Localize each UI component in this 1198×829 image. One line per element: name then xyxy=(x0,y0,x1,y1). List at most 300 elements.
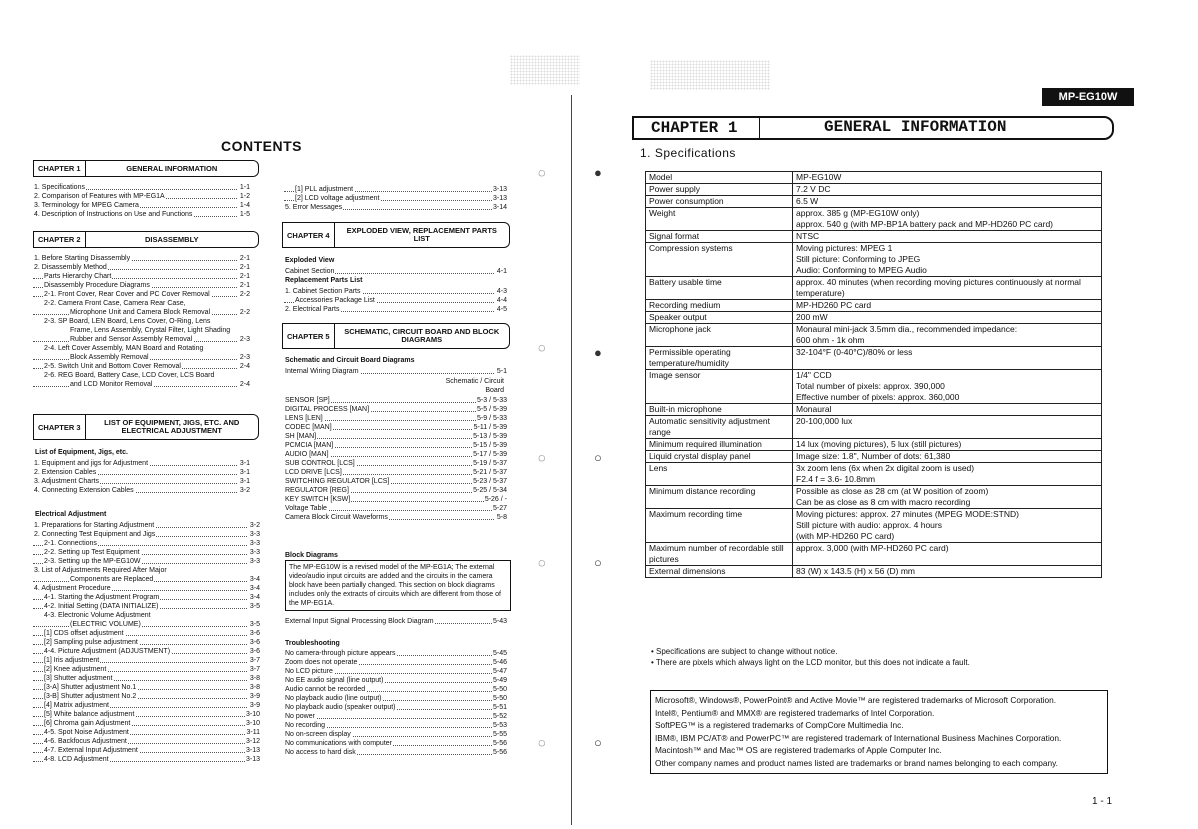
spec-value-line: NTSC xyxy=(796,231,820,241)
toc-entry-page: 3-9 xyxy=(249,702,260,709)
toc-entry-page: 1-1 xyxy=(239,184,250,191)
page-number: 1 - 1 xyxy=(1092,796,1113,807)
section-title: 1. Specifications xyxy=(640,146,736,160)
trademark-line: Other company names and product names listed are trademarks or brand names belonging to each company. xyxy=(655,757,1058,768)
toc-entry-page: 5-43 xyxy=(492,618,507,625)
toc-entry xyxy=(284,405,508,414)
spec-label: Automatic sensitivity adjustment range xyxy=(646,416,793,439)
toc-entry xyxy=(33,380,251,389)
toc-entry xyxy=(33,611,261,620)
toc-entry-page: 3-13 xyxy=(492,195,507,202)
toc-entry-label: 4-3. Electronic Volume Adjustment xyxy=(44,612,151,619)
spec-row xyxy=(646,439,1102,451)
toc-entry-label: No camera-through picture appears xyxy=(285,650,396,657)
toc-entry-label: 2. Connecting Test Equipment and Jigs xyxy=(34,531,156,538)
toc-entry-page: 3-4 xyxy=(249,576,260,583)
spec-row xyxy=(646,404,1102,416)
toc-list-ch5-schematic xyxy=(284,396,508,522)
toc-entry xyxy=(33,254,251,263)
chapter-1-header xyxy=(33,160,259,177)
toc-entry xyxy=(284,617,508,626)
chapter-title: GENERAL INFORMATION xyxy=(824,118,1007,136)
spec-value xyxy=(793,404,1102,416)
trademark-line: Microsoft®, Windows®, PowerPoint® and Active Movie™ are registered trademarks of Microsoft Corporation. xyxy=(655,695,1057,705)
spec-value-line: Monaural mini-jack 3.5mm dia., recommended impedance: xyxy=(796,324,1018,334)
toc-entry-page: 3-1 xyxy=(239,460,250,467)
spec-label: Maximum number of recordable still pictures xyxy=(646,543,793,566)
toc-entry-page: 5-1 xyxy=(496,368,507,375)
spec-value xyxy=(793,347,1102,370)
toc-entry xyxy=(33,728,261,737)
toc-entry xyxy=(33,638,261,647)
toc-entry xyxy=(284,730,508,739)
toc-entry-page: 3-1 xyxy=(239,469,250,476)
toc-entry-label: Cabinet Section xyxy=(285,268,335,275)
binder-hole-icon: ● xyxy=(594,165,602,180)
spec-row xyxy=(646,208,1102,231)
toc-list-ch2 xyxy=(33,254,251,389)
spec-row xyxy=(646,184,1102,196)
toc-entry-label: Internal Wiring Diagram xyxy=(285,368,359,375)
spec-value-line: 7.2 V DC xyxy=(796,184,831,194)
toc-entry-label: 1. Preparations for Starting Adjustment xyxy=(34,522,155,529)
toc-entry-page: 3-6 xyxy=(249,639,260,646)
section-heading: Schematic and Circuit Board Diagrams xyxy=(285,357,415,364)
toc-entry-label: 1. Cabinet Section Parts xyxy=(285,288,361,295)
toc-entry xyxy=(33,701,261,710)
toc-entry-page: 3-3 xyxy=(249,558,260,565)
toc-entry-label: [2] Sampling pulse adjustment xyxy=(44,639,138,646)
spec-label: Microphone jack xyxy=(646,324,793,347)
spec-value xyxy=(793,486,1102,509)
binder-hole-icon: ◌ xyxy=(538,165,546,180)
spec-value-line: approx. 40 minutes (when recording moving pictures continuously at normal temperature) xyxy=(796,277,1081,298)
spec-value xyxy=(793,172,1102,184)
toc-entry-page: 3-12 xyxy=(245,738,260,745)
spec-row xyxy=(646,486,1102,509)
spec-value xyxy=(793,208,1102,231)
toc-entry-page: 5-21 / 5-37 xyxy=(473,469,507,476)
toc-list-ch4-exploded xyxy=(284,267,508,276)
spec-value xyxy=(793,231,1102,243)
toc-entry-page: 2-3 xyxy=(239,354,250,361)
toc-list-ch3-adjustment xyxy=(33,521,261,764)
toc-entry-page: 2-3 xyxy=(239,336,250,343)
toc-entry-page: 3-1 xyxy=(239,478,250,485)
spec-row xyxy=(646,196,1102,208)
column-header: Board xyxy=(485,387,504,394)
toc-entry-label: Voltage Table xyxy=(285,505,327,512)
toc-entry-label: PCMCIA [MAN] xyxy=(285,442,334,449)
toc-entry xyxy=(284,367,508,376)
toc-entry-label: 4-7. External Input Adjustment xyxy=(44,747,138,754)
toc-entry-page: 5-3 / 5-33 xyxy=(477,397,507,404)
toc-entry-label: 4. Description of Instructions on Use and Functions xyxy=(34,211,193,218)
toc-entry-page: 3-2 xyxy=(249,522,260,529)
toc-entry-page: 5-5 / 5-39 xyxy=(477,406,507,413)
spec-row xyxy=(646,277,1102,300)
toc-entry xyxy=(33,344,251,353)
toc-entry-page: 5-11 / 5-39 xyxy=(473,424,507,431)
toc-entry-page: 2-2 xyxy=(239,291,250,298)
spec-row xyxy=(646,416,1102,439)
toc-entry-page: 5-56 xyxy=(492,740,507,747)
toc-entry xyxy=(33,683,261,692)
toc-entry-label: 2. Extension Cables xyxy=(34,469,97,476)
toc-entry-page: 3-3 xyxy=(249,540,260,547)
toc-entry-label: Disassembly Procedure Diagrams xyxy=(44,282,150,289)
toc-entry xyxy=(33,290,251,299)
spec-label: Liquid crystal display panel xyxy=(646,451,793,463)
toc-entry-page: 3-13 xyxy=(245,747,260,754)
toc-entry-page: 3-4 xyxy=(249,594,260,601)
spec-value-line: Still picture with audio: approx. 4 hours xyxy=(796,520,942,530)
toc-entry-label: Frame, Lens Assembly, Crystal Filter, Light Shading xyxy=(70,327,231,334)
toc-entry-page: 4-3 xyxy=(496,288,507,295)
toc-entry-page: 1-2 xyxy=(239,193,250,200)
toc-entry xyxy=(33,674,261,683)
binder-hole-icon: ○ xyxy=(594,555,602,570)
spec-value-line: 14 lux (moving pictures), 5 lux (still pictures) xyxy=(796,439,962,449)
toc-entry-label: 1. Equipment and jigs for Adjustment xyxy=(34,460,149,467)
toc-entry xyxy=(33,210,251,219)
spec-value xyxy=(793,543,1102,566)
toc-entry-page: 4-1 xyxy=(496,268,507,275)
toc-entry-label: 3. Terminology for MPEG Camera xyxy=(34,202,139,209)
chapter-2-header xyxy=(33,231,259,248)
toc-entry xyxy=(284,441,508,450)
spec-value-line: Total number of pixels: approx. 390,000 xyxy=(796,381,945,391)
toc-entry xyxy=(284,267,508,276)
toc-entry xyxy=(33,263,251,272)
toc-list-ch3-equipment xyxy=(33,459,251,495)
toc-entry-label: Components are Replaced xyxy=(70,576,154,583)
toc-entry-label: No recording xyxy=(285,722,326,729)
trademark-line: Intel®, Pentium® and MMX® are registered trademarks of Intel Corporation. xyxy=(655,707,935,718)
model-badge: MP-EG10W xyxy=(1042,88,1134,106)
toc-entry-page: 5-49 xyxy=(492,677,507,684)
spec-value xyxy=(793,463,1102,486)
toc-entry-page: 3-5 xyxy=(249,621,260,628)
toc-entry xyxy=(284,450,508,459)
toc-entry-page: 3-11 xyxy=(246,729,260,736)
spec-value xyxy=(793,300,1102,312)
toc-entry xyxy=(33,539,261,548)
toc-entry xyxy=(33,486,251,495)
spec-value-line: Possible as close as 28 cm (at W position of zoom) xyxy=(796,486,989,496)
toc-entry-label: Parts Hierarchy Chart xyxy=(44,273,112,280)
spec-value-line: (with MP-HD260 PC card) xyxy=(796,531,895,541)
toc-entry-label: External Input Signal Processing Block Diagram xyxy=(285,618,434,625)
toc-entry xyxy=(284,414,508,423)
toc-entry-label: (ELECTRIC VOLUME) xyxy=(70,621,141,628)
spec-value-line: approx. 385 g (MP-EG10W only) xyxy=(796,208,920,218)
toc-entry-page: 3-13 xyxy=(245,756,260,763)
spec-label: Speaker output xyxy=(646,312,793,324)
spec-label: Signal format xyxy=(646,231,793,243)
toc-entry-label: Camera Block Circuit Waveforms xyxy=(285,514,388,521)
toc-entry-label: [4] Matrix adjustment xyxy=(44,702,109,709)
spec-value-line: 600 ohm - 1k ohm xyxy=(796,335,865,345)
chapter-title: LIST OF EQUIPMENT, JIGS, ETC. AND ELECTRICAL ADJUSTMENT xyxy=(104,418,240,435)
spec-value-line: 32-104°F (0-40°C)/80% or less xyxy=(796,347,913,357)
toc-entry-label: SUB CONTROL [LCS] xyxy=(285,460,355,467)
spec-row xyxy=(646,172,1102,184)
trademark-line: SoftPEG™ is a registered trademarks of CompCore Multimedia Inc. xyxy=(655,720,904,730)
toc-entry-page: 2-1 xyxy=(239,255,250,262)
toc-entry-label: 4-8. LCD Adjustment xyxy=(44,756,109,763)
toc-entry-page: 5-50 xyxy=(492,695,507,702)
trademark-line: IBM®, IBM PC/AT® and PowerPC™ are registered trademark of International Business Machines Corporation. xyxy=(655,732,1062,743)
block-diagram-note: The MP-EG10W is a revised model of the MP-EG1A; The external video/audio input circuits are added and the circuits in the camera block have been partially changed. This section on block diagrams includes only the extracts of circuits which are different from those of the MP-EG1A. xyxy=(285,560,511,611)
spec-value-line: 200 mW xyxy=(796,312,828,322)
toc-entry-page: 5-19 / 5-37 xyxy=(473,460,507,467)
spec-value-line: 3x zoom lens (6x when 2x digital zoom is used) xyxy=(796,463,975,473)
toc-entry xyxy=(33,602,261,611)
spec-label: Built-in microphone xyxy=(646,404,793,416)
toc-entry xyxy=(33,308,251,317)
trademark-box xyxy=(650,690,1108,774)
spec-value xyxy=(793,439,1102,451)
spec-label: Recording medium xyxy=(646,300,793,312)
spec-label: Maximum recording time xyxy=(646,509,793,543)
toc-entry xyxy=(284,305,508,314)
toc-entry xyxy=(33,272,251,281)
toc-entry-page: 1-4 xyxy=(239,202,250,209)
spec-value-line: 20-100,000 lux xyxy=(796,416,853,426)
toc-entry-label: 2. Electrical Parts xyxy=(285,306,340,313)
spec-row xyxy=(646,300,1102,312)
section-heading: Troubleshooting xyxy=(285,640,340,647)
toc-entry-label: [1] CDS offset adjustment xyxy=(44,630,124,637)
spec-row xyxy=(646,463,1102,486)
binder-hole-icon: ◌ xyxy=(538,340,546,355)
note-item: • There are pixels which always light on the LCD monitor, but this does not indicate a fault. xyxy=(651,658,970,667)
toc-entry-page: 2-1 xyxy=(239,273,250,280)
spec-label: Weight xyxy=(646,208,793,231)
toc-entry-label: No power xyxy=(285,713,315,720)
toc-entry-label: 1. Specifications xyxy=(34,184,85,191)
toc-list-ch1 xyxy=(33,183,251,219)
chapter-title: EXPLODED VIEW, REPLACEMENT PARTS LIST xyxy=(346,226,497,243)
toc-entry-label: [1] Iris adjustment xyxy=(44,657,100,664)
toc-entry-page: 5-51 xyxy=(492,704,507,711)
toc-entry-page: 5-27 xyxy=(492,505,507,512)
spec-label: Power supply xyxy=(646,184,793,196)
toc-entry-label: 4-1. Starting the Adjustment Program xyxy=(44,594,160,601)
chapter-3-header xyxy=(33,414,259,440)
toc-entry-page: 3-10 xyxy=(245,720,260,727)
spec-value xyxy=(793,370,1102,404)
spec-label: Minimum distance recording xyxy=(646,486,793,509)
toc-entry xyxy=(33,692,261,701)
note-item: • Specifications are subject to change without notice. xyxy=(651,647,838,656)
toc-entry-label: No LCD picture xyxy=(285,668,333,675)
toc-entry-label: 4-6. Backfocus Adjustment xyxy=(44,738,127,745)
toc-entry xyxy=(284,185,508,194)
spec-value xyxy=(793,509,1102,543)
spec-value-line: Moving pictures: approx. 27 minutes (MPEG MODE:STND) xyxy=(796,509,1019,519)
spec-row xyxy=(646,566,1102,578)
toc-entry xyxy=(284,667,508,676)
chapter-number: CHAPTER 1 xyxy=(651,119,738,137)
toc-entry-label: AUDIO [MAN] xyxy=(285,451,329,458)
toc-entry xyxy=(33,317,251,326)
toc-entry xyxy=(33,755,261,764)
spec-value-line: 83 (W) x 143.5 (H) x 56 (D) mm xyxy=(796,566,916,576)
toc-entry xyxy=(33,353,251,362)
chapter-number: CHAPTER 4 xyxy=(283,223,335,247)
toc-entry xyxy=(284,203,508,212)
toc-entry xyxy=(33,371,251,380)
section-heading: Block Diagrams xyxy=(285,552,338,559)
spec-value-line: Still picture: Conforming to JPEG xyxy=(796,254,921,264)
toc-entry-label: No on-screen display xyxy=(285,731,351,738)
toc-entry xyxy=(33,362,251,371)
toc-entry xyxy=(284,504,508,513)
toc-entry xyxy=(33,665,261,674)
spec-label: Permissible operating temperature/humidity xyxy=(646,347,793,370)
toc-entry-label: and LCD Monitor Removal xyxy=(70,381,153,388)
toc-entry-page: 5-55 xyxy=(492,731,507,738)
toc-entry xyxy=(33,459,251,468)
spec-row xyxy=(646,312,1102,324)
toc-entry-label: 2-1. Connections xyxy=(44,540,97,547)
toc-entry-page: 5-23 / 5-37 xyxy=(473,478,507,485)
toc-entry xyxy=(33,183,251,192)
spec-row xyxy=(646,231,1102,243)
toc-entry-label: [1] PLL adjustment xyxy=(295,186,354,193)
toc-entry xyxy=(284,296,508,305)
toc-entry-page: 5-25 / 5-34 xyxy=(473,487,507,494)
chapter-number: CHAPTER 1 xyxy=(34,161,86,176)
spec-value-line: Monaural xyxy=(796,404,832,414)
toc-entry-page: 3-2 xyxy=(239,487,250,494)
toc-entry xyxy=(33,746,261,755)
toc-entry-label: No communications with computer xyxy=(285,740,392,747)
toc-entry-label: 2-4. Left Cover Assembly, MAN Board and Rotating xyxy=(44,345,204,352)
toc-entry-label: Accessories Package List xyxy=(295,297,375,304)
toc-entry-page: 5-15 / 5-39 xyxy=(473,442,507,449)
toc-entry xyxy=(33,629,261,638)
binder-hole-icon: ◌ xyxy=(538,450,546,465)
toc-entry-page: 3-9 xyxy=(249,693,260,700)
toc-entry xyxy=(33,477,251,486)
spec-row xyxy=(646,451,1102,463)
toc-entry xyxy=(33,575,261,584)
spec-value-line: Audio: Conforming to MPEG Audio xyxy=(796,265,927,275)
toc-entry-page: 3-8 xyxy=(249,684,260,691)
spec-label: Compression systems xyxy=(646,243,793,277)
toc-entry-page: 5-17 / 5-39 xyxy=(473,451,507,458)
binder-hole-icon: ○ xyxy=(594,450,602,465)
toc-entry-label: CODEC [MAN] xyxy=(285,424,332,431)
toc-entry xyxy=(284,712,508,721)
toc-entry xyxy=(33,593,261,602)
toc-entry-page: 2-4 xyxy=(239,381,250,388)
toc-entry-label: Audio cannot be recorded xyxy=(285,686,366,693)
spec-table xyxy=(645,171,1102,578)
toc-entry-label: 2-3. Setting up the MP-EG10W xyxy=(44,558,141,565)
chapter-title: SCHEMATIC, CIRCUIT BOARD AND BLOCK DIAGRAMS xyxy=(344,327,500,344)
spec-label: Model xyxy=(646,172,793,184)
toc-entry xyxy=(33,566,261,575)
toc-entry xyxy=(33,710,261,719)
spec-value xyxy=(793,566,1102,578)
spec-value-line: MP-EG10W xyxy=(796,172,842,182)
spec-value xyxy=(793,451,1102,463)
contents-title: CONTENTS xyxy=(221,138,302,154)
page-gutter xyxy=(571,95,572,825)
toc-entry-label: SWITCHING REGULATOR [LCS] xyxy=(285,478,390,485)
trademark-line: Macintosh™ and Mac™ OS are registered trademarks of Apple Computer Inc. xyxy=(655,745,942,755)
toc-entry-label: 3. Adjustment Charts xyxy=(34,478,99,485)
toc-entry-page: 3-6 xyxy=(249,648,260,655)
spec-value xyxy=(793,324,1102,347)
chapter-number: CHAPTER 5 xyxy=(283,324,335,348)
toc-entry xyxy=(284,649,508,658)
toc-entry xyxy=(284,396,508,405)
toc-entry-label: KEY SWITCH [KSW] xyxy=(285,496,351,503)
toc-entry-page: 5-8 xyxy=(496,514,507,521)
toc-entry-page: 2-4 xyxy=(239,363,250,370)
spec-value xyxy=(793,184,1102,196)
toc-entry-page: 3-7 xyxy=(249,657,260,664)
notes xyxy=(651,646,970,668)
toc-entry-page: 3-14 xyxy=(492,204,507,211)
toc-entry-label: No playback audio (line output) xyxy=(285,695,382,702)
toc-entry xyxy=(33,548,261,557)
toc-entry xyxy=(33,584,261,593)
spec-value-line: F2.4 f = 3.6- 10.8mm xyxy=(796,474,876,484)
toc-entry-label: 2-2. Setting up Test Equipment xyxy=(44,549,140,556)
spec-value xyxy=(793,243,1102,277)
spec-value-line: MP-HD260 PC card xyxy=(796,300,872,310)
toc-entry xyxy=(284,703,508,712)
spec-row xyxy=(646,347,1102,370)
toc-entry xyxy=(33,647,261,656)
spec-value-line: approx. 3,000 (with MP-HD260 PC card) xyxy=(796,543,949,553)
toc-entry-page: 2-1 xyxy=(239,282,250,289)
spec-label: Image sensor xyxy=(646,370,793,404)
toc-entry-page: 5-50 xyxy=(492,686,507,693)
toc-entry-page: 5-46 xyxy=(492,659,507,666)
binder-hole-icon: ◌ xyxy=(538,735,546,750)
toc-entry-label: Rubber and Sensor Assembly Removal xyxy=(70,336,193,343)
toc-entry xyxy=(33,192,251,201)
toc-entry xyxy=(284,748,508,757)
toc-entry-label: 4-4. Picture Adjustment (ADJUSTMENT) xyxy=(44,648,171,655)
toc-entry-page: 5-9 / 5-33 xyxy=(477,415,507,422)
binder-hole-icon: ◌ xyxy=(538,555,546,570)
toc-entry xyxy=(33,620,261,629)
toc-entry-label: REGULATOR [REG] xyxy=(285,487,349,494)
toc-list-block xyxy=(284,617,508,626)
toc-entry-label: [5] White balance adjustment xyxy=(44,711,135,718)
spec-value xyxy=(793,196,1102,208)
toc-entry-page: 3-4 xyxy=(249,585,260,592)
binder-hole-icon: ○ xyxy=(594,735,602,750)
toc-entry xyxy=(284,658,508,667)
toc-entry-label: 4. Adjustment Procedure xyxy=(34,585,111,592)
toc-entry xyxy=(33,281,251,290)
spec-label: Minimum required illumination xyxy=(646,439,793,451)
toc-entry-page: 5-56 xyxy=(492,749,507,756)
spec-value-line: 1/4" CCD xyxy=(796,370,832,380)
toc-entry-label: 4-2. Initial Setting (DATA INITIALIZE) xyxy=(44,603,159,610)
toc-entry-page: 3-5 xyxy=(249,603,260,610)
toc-entry-page: 5-52 xyxy=(492,713,507,720)
